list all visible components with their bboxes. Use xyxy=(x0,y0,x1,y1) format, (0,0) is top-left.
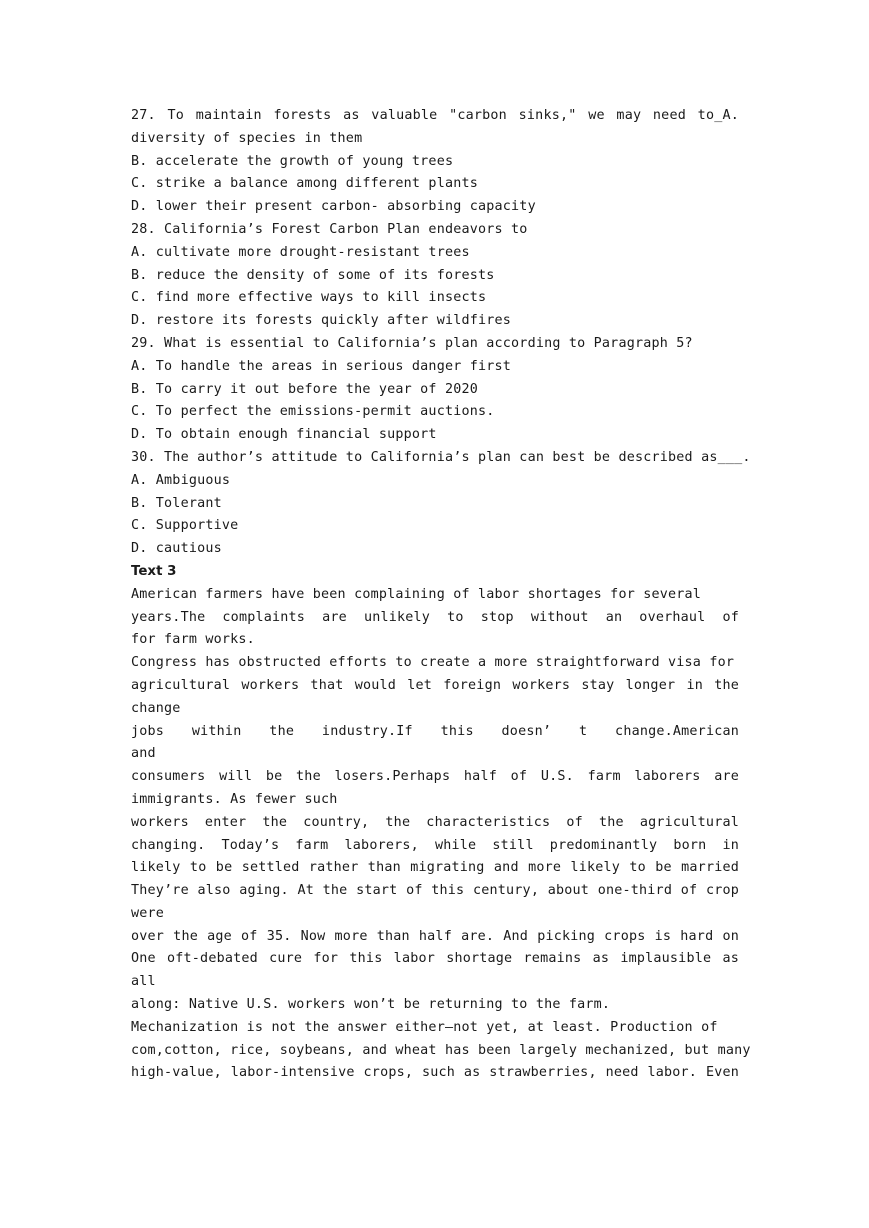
text-line: high-value, labor-intensive crops, such as strawberries, need labor. Even xyxy=(131,1065,739,1081)
text-line: 30. The author’s attitude to California’s plan can best be described as___. xyxy=(131,449,751,465)
text-line: changing. Today’s farm laborers, while still predominantly born in xyxy=(131,837,739,853)
text-line: for farm works. xyxy=(131,632,255,648)
text-line: 27. To maintain forests as valuable "carbon sinks," we may need to_A. xyxy=(131,108,739,123)
text-line: C. To perfect the emissions-permit auctions. xyxy=(131,404,495,420)
text-line: Mechanization is not the answer either—not yet, at least. Production of xyxy=(131,1019,718,1035)
text-line: 28. California’s Forest Carbon Plan endeavors to xyxy=(131,221,528,237)
text-line: com,cotton, rice, soybeans, and wheat has been largely mechanized, but many xyxy=(131,1042,751,1058)
text-line: A. Ambiguous xyxy=(131,472,231,488)
text-line: likely to be settled rather than migrating and more likely to be married xyxy=(131,860,739,876)
document-page xyxy=(131,105,751,1085)
text-line: A. To handle the areas in serious danger first xyxy=(131,358,512,374)
text-line: One oft-debated cure for this labor shortage remains as implausible as xyxy=(131,951,739,967)
text-line: D. restore its forests quickly after wildfires xyxy=(131,313,512,329)
text-line: C. Supportive xyxy=(131,518,239,534)
text-line: immigrants. As fewer such xyxy=(131,791,338,807)
text-line: jobs within the industry.If this doesn’ t change.American xyxy=(131,723,739,739)
text-line: workers enter the country, the characteristics of the agricultural xyxy=(131,814,739,830)
text-line: diversity of species in them xyxy=(131,130,363,146)
text-line: 29. What is essential to California’s plan according to Paragraph 5? xyxy=(131,335,693,351)
text-line: consumers will be the losers.Perhaps half of U.S. farm laborers are xyxy=(131,769,739,785)
text-line: Congress has obstructed efforts to create a more straightforward visa for xyxy=(131,655,735,671)
text-line: and xyxy=(131,746,156,762)
text-line: C. find more effective ways to kill insects xyxy=(131,290,487,306)
text-line: They’re also aging. At the start of this century, about one-third of crop xyxy=(131,883,739,899)
text-line: D. cautious xyxy=(131,541,222,557)
text-line: D. lower their present carbon- absorbing capacity xyxy=(131,199,536,215)
section-heading: Text 3 xyxy=(131,563,177,579)
text-line: change xyxy=(131,700,181,716)
text-line: American farmers have been complaining of labor shortages for several xyxy=(131,586,702,602)
text-line: C. strike a balance among different plants xyxy=(131,176,478,192)
text-line: agricultural workers that would let foreign workers stay longer in the xyxy=(131,677,739,693)
text-line: years.The complaints are unlikely to stop without an overhaul of xyxy=(131,609,739,625)
text-line: A. cultivate more drought-resistant trees xyxy=(131,244,470,260)
text-line: B. reduce the density of some of its forests xyxy=(131,267,495,283)
text-line: along: Native U.S. workers won’t be returning to the farm. xyxy=(131,997,611,1013)
text-line: B. Tolerant xyxy=(131,495,222,511)
text-line: over the age of 35. Now more than half are. And picking crops is hard on xyxy=(131,928,739,944)
text-line: B. accelerate the growth of young trees xyxy=(131,153,454,169)
text-line: D. To obtain enough financial support xyxy=(131,427,437,443)
text-line: all xyxy=(131,974,156,990)
text-line: B. To carry it out before the year of 2020 xyxy=(131,381,478,397)
text-line: were xyxy=(131,905,165,921)
